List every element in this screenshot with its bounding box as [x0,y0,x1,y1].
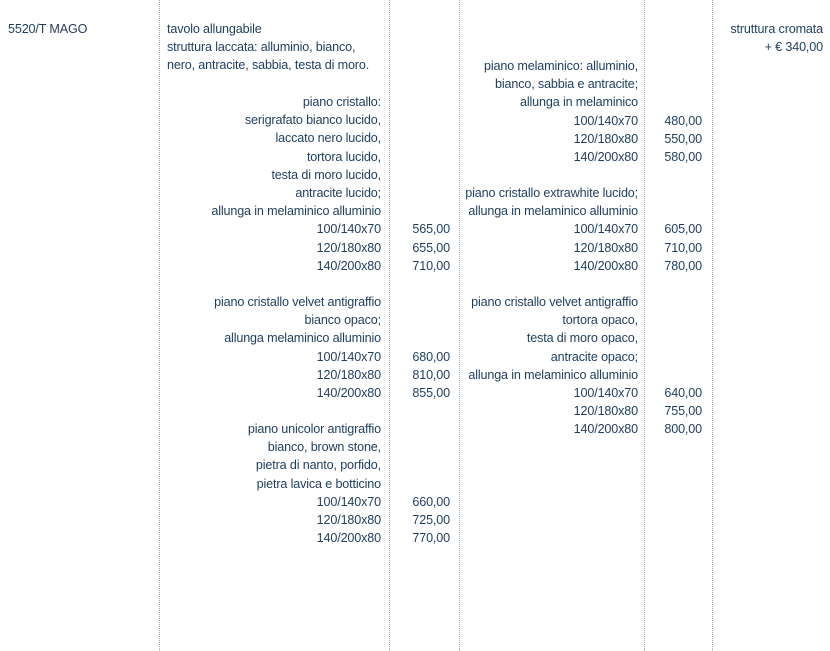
finish-line: allunga in melaminico alluminio [468,204,638,219]
size-cell: 100/140x70 [316,222,381,237]
option-block [730,20,823,56]
product-code: 5520/T MAGO [8,22,88,36]
price-cell: 770,00 [412,531,450,546]
size-cell: 120/180x80 [316,240,381,255]
option-label: struttura cromata [730,22,823,36]
price-cell: 710,00 [664,240,702,255]
finish-line: antracite lucido; [295,185,381,200]
column-divider [389,0,390,651]
finish-line: testa di moro lucido, [271,167,381,182]
left-group-2-description [214,293,381,402]
price-cell: 640,00 [664,386,702,400]
price-cell: 710,00 [412,258,450,273]
finish-line: allunga melaminico alluminio [224,331,381,346]
right-group-3-prices [664,384,702,439]
left-group-3-prices [412,493,450,548]
size-cell: 120/180x80 [573,131,638,146]
finish-line: allunga in melaminico [520,95,638,110]
finish-line: allunga in melaminico alluminio [468,367,638,382]
price-cell: 580,00 [664,149,702,164]
price-cell: 800,00 [664,422,702,437]
size-cell: 140/200x80 [573,258,638,273]
size-cell: 100/140x70 [573,385,638,400]
finish-line: piano melaminico: alluminio, [484,59,638,73]
left-group-2-prices [412,348,450,403]
size-cell: 120/180x80 [573,404,638,419]
finish-line: allunga in melaminico alluminio [211,204,381,219]
finish-line: piano cristallo extrawhite lucido; [465,186,638,200]
column-divider [159,0,160,651]
size-cell: 100/140x70 [316,494,381,509]
price-cell: 810,00 [412,367,450,382]
price-cell: 565,00 [412,222,450,237]
left-group-1-prices [412,220,450,275]
finish-line: piano cristallo velvet antigraffio [214,295,381,309]
finish-line: laccato nero lucido, [275,131,381,146]
left-group-3-description [248,420,381,547]
size-cell: 100/140x70 [316,349,381,364]
right-group-2-description [465,184,638,275]
size-cell: 120/180x80 [316,367,381,382]
price-cell: 605,00 [664,222,702,237]
left-group-1-description [211,93,381,275]
price-cell: 660,00 [412,494,450,509]
size-cell: 120/180x80 [316,512,381,527]
size-cell: 140/200x80 [573,422,638,437]
description-line: struttura laccata: alluminio, bianco, [167,40,356,55]
product-description [167,20,369,75]
price-cell: 855,00 [412,385,450,400]
finish-line: bianco opaco; [304,313,381,328]
description-line: nero, antracite, sabbia, testa di moro. [167,58,370,73]
column-divider [644,0,645,651]
column-divider [712,0,713,651]
finish-line: bianco, brown stone, [267,440,381,455]
right-group-3-description [468,293,638,439]
right-group-1-prices [664,112,702,167]
finish-line: piano cristallo: [302,95,381,109]
size-cell: 100/140x70 [573,113,638,128]
finish-line: piano unicolor antigraffio [247,422,381,436]
price-cell: 755,00 [664,404,702,419]
size-cell: 140/200x80 [316,385,381,400]
price-cell: 550,00 [664,131,702,146]
size-cell: 140/200x80 [573,149,638,164]
finish-line: serigrafato bianco lucido, [244,113,381,128]
size-cell: 140/200x80 [316,531,381,546]
finish-line: tortora lucido, [306,149,381,164]
finish-line: pietra di nanto, porfido, [255,458,381,473]
finish-line: piano cristallo velvet antigraffio [471,295,638,309]
finish-line: testa di moro opaco, [526,331,638,346]
price-cell: 480,00 [664,113,702,128]
size-cell: 100/140x70 [573,222,638,237]
price-cell: 780,00 [664,258,702,273]
finish-line: pietra lavica e botticino [256,476,381,491]
right-group-2-prices [664,220,702,275]
finish-line: bianco, sabbia e antracite; [495,77,638,92]
price-cell: 655,00 [412,240,450,255]
finish-line: tortora opaco, [562,313,638,328]
size-cell: 120/180x80 [573,240,638,255]
size-cell: 140/200x80 [316,258,381,273]
price-cell: 680,00 [412,349,450,364]
description-line: tavolo allungabile [167,22,262,36]
column-divider [459,0,460,651]
option-price: + € 340,00 [764,40,823,55]
right-group-1-description [484,57,638,166]
finish-line: antracite opaco; [550,349,638,364]
price-cell: 725,00 [412,512,450,527]
